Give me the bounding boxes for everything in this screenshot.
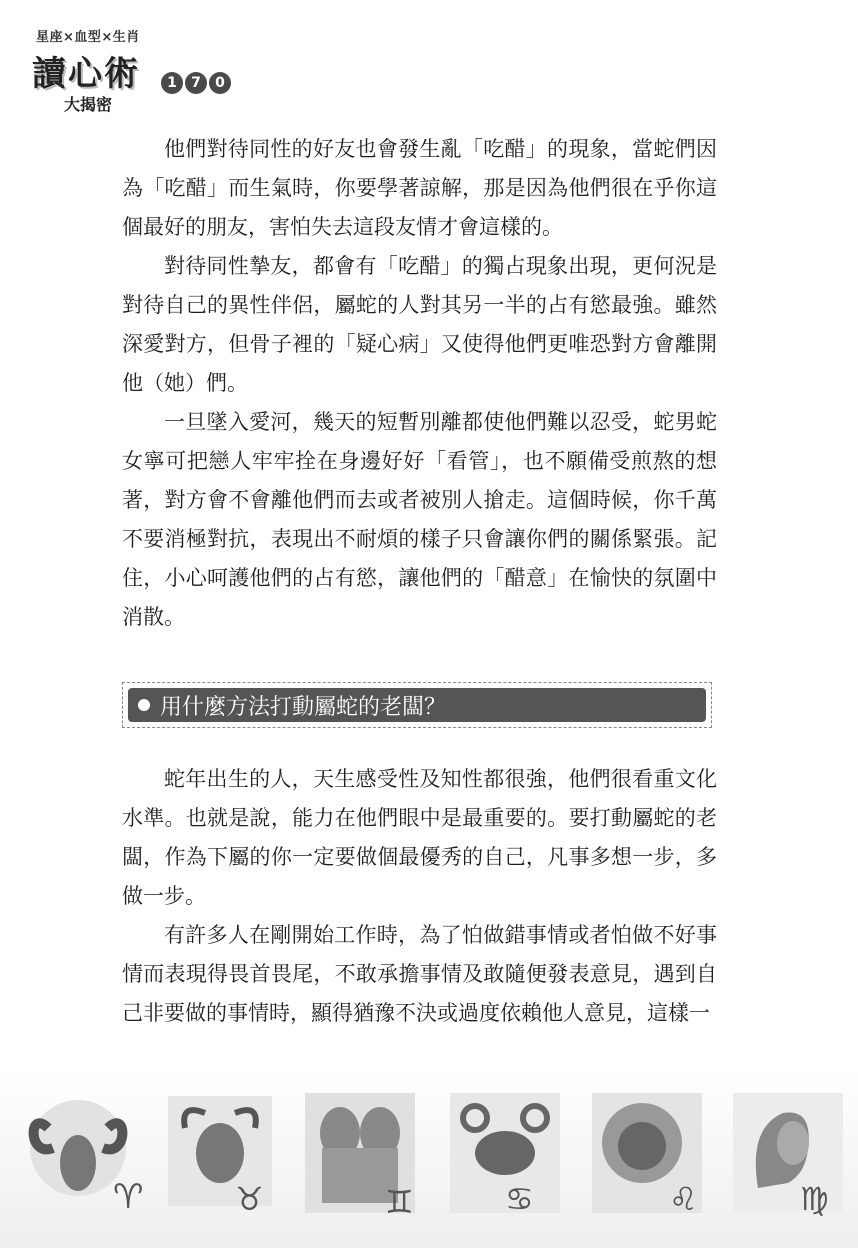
section-2-text: [122, 760, 717, 1033]
section-1-text: [122, 130, 717, 637]
zodiac-footer: [0, 1068, 858, 1248]
gemini-twins-icon: [300, 1088, 420, 1221]
paragraph: 他們對待同性的好友也會發生亂「吃醋」的現象，當蛇們因為「吃醋」而生氣時，你要學著諒解，那是因為他們很在乎你這個最好的朋友，害怕失去這段友情才會這樣的。: [122, 137, 717, 239]
section-heading-text: 用什麼方法打動屬蛇的老闆？: [160, 694, 447, 720]
bullet-icon: [138, 699, 150, 711]
page-digit: 7: [185, 72, 207, 94]
taurus-bull-icon: [160, 1088, 280, 1218]
section-heading: [128, 688, 706, 722]
paragraph: 蛇年出生的人，天生感受性及知性都很強，他們很看重文化水準。也就是說，能力在他們眼中是最重要的。要打動屬蛇的老闆，作為下屬的你一定要做個最優秀的自己，凡事多想一步，多做一步。: [122, 767, 717, 908]
aries-ram-icon: [18, 1088, 144, 1218]
zodiac-symbol: ♌: [669, 1180, 698, 1218]
leo-lion-icon: [587, 1088, 707, 1218]
page-digit: 1: [161, 72, 183, 94]
zodiac-symbol: ♉: [235, 1180, 264, 1218]
zodiac-symbol: ♈: [113, 1177, 144, 1217]
zodiac-symbol: ♊: [385, 1183, 414, 1221]
book-header: [28, 22, 258, 122]
zodiac-symbol: ♍: [800, 1180, 829, 1218]
cancer-crab-icon: [445, 1088, 565, 1218]
paragraph: 對待同性摯友，都會有「吃醋」的獨占現象出現，更何況是對待自己的異性伴侶，屬蛇的人對其另一半的占有慾最強。雖然深愛對方，但骨子裡的「疑心病」又使得他們更唯恐對方會離開他（她）們。: [122, 254, 717, 395]
series-subtitle: 星座×血型×生肖: [36, 30, 140, 45]
book-logo: 讀心術: [32, 54, 140, 94]
paragraph: 有許多人在剛開始工作時，為了怕做錯事情或者怕做不好事情而表現得畏首畏尾，不敢承擔事情及敢隨便發表意見，遇到自己非要做的事情時，顯得猶豫不決或過度依賴他人意見，這樣一: [122, 923, 717, 1025]
page-number: [161, 72, 231, 94]
virgo-maiden-icon: [728, 1088, 848, 1218]
page-digit: 0: [209, 72, 231, 94]
paragraph: 一旦墜入愛河，幾天的短暫別離都使他們難以忍受，蛇男蛇女寧可把戀人牢牢拴在身邊好好「看管」，也不願備受煎熬的想著，對方會不會離他們而去或者被別人搶走。這個時候，你千萬不要消極對抗，表現出不耐煩的樣子只會讓你們的關係緊張。記住，小心呵護他們的占有慾，讓他們的「醋意」在愉快的氛圍中消散。: [122, 410, 717, 629]
book-logo-sub: 大揭密: [64, 95, 113, 114]
section-heading-box: [122, 682, 712, 728]
zodiac-symbol: ♋: [505, 1180, 534, 1218]
